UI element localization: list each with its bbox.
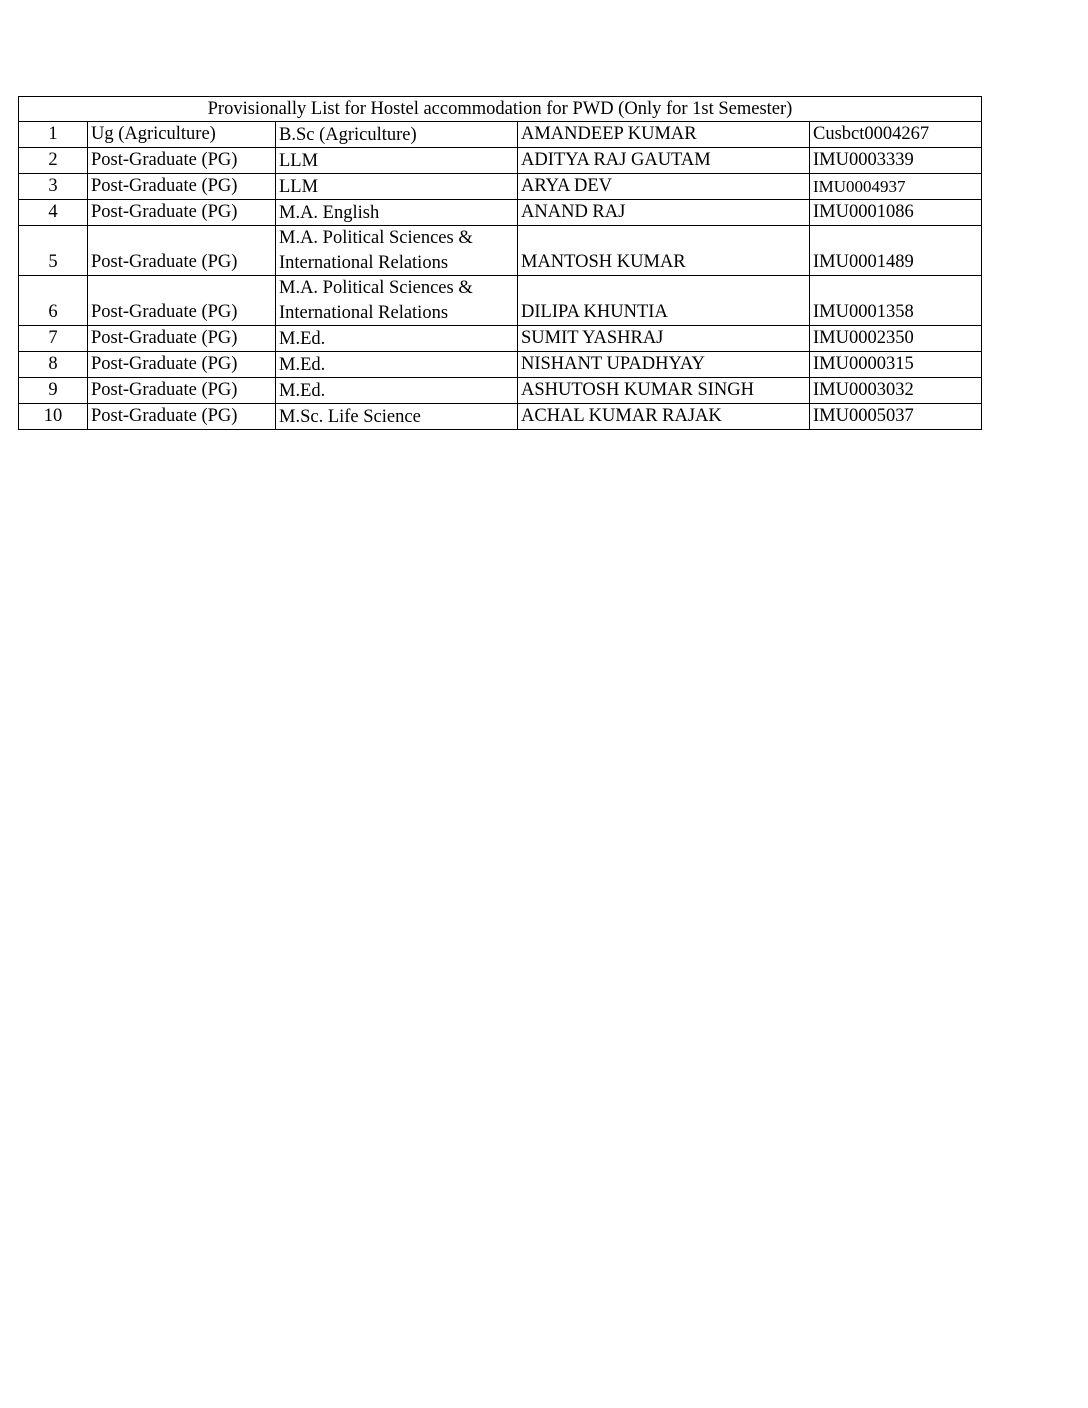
table-row [19, 276, 982, 326]
enrollment-id-cell: IMU0001489 [810, 226, 982, 276]
enrollment-id-cell: Cusbct0004267 [810, 122, 982, 148]
level-cell: Post-Graduate (PG) [88, 326, 276, 352]
student-name-cell: ADITYA RAJ GAUTAM [518, 148, 810, 174]
table-row [19, 200, 982, 226]
enrollment-id-cell: IMU0003339 [810, 148, 982, 174]
table-row [19, 174, 982, 200]
student-name-cell: ASHUTOSH KUMAR SINGH [518, 378, 810, 404]
enrollment-id-cell: IMU0003032 [810, 378, 982, 404]
program-cell: M.Ed. [276, 326, 518, 352]
program-cell: B.Sc (Agriculture) [276, 122, 518, 148]
table-row [19, 226, 982, 276]
hostel-list-table [18, 96, 982, 430]
table-body [19, 97, 982, 430]
level-cell: Post-Graduate (PG) [88, 174, 276, 200]
program-cell: M.Ed. [276, 352, 518, 378]
level-cell: Post-Graduate (PG) [88, 148, 276, 174]
serial-number-cell: 10 [19, 404, 88, 430]
enrollment-id-cell: IMU0004937 [810, 174, 982, 200]
serial-number-cell: 1 [19, 122, 88, 148]
table-title: Provisionally List for Hostel accommodation for PWD (Only for 1st Semester) [19, 97, 982, 122]
enrollment-id-cell: IMU0005037 [810, 404, 982, 430]
student-name-cell: MANTOSH KUMAR [518, 226, 810, 276]
table-row [19, 148, 982, 174]
enrollment-id-cell: IMU0001086 [810, 200, 982, 226]
level-cell: Post-Graduate (PG) [88, 200, 276, 226]
program-cell: LLM [276, 174, 518, 200]
level-cell: Post-Graduate (PG) [88, 276, 276, 326]
serial-number-cell: 8 [19, 352, 88, 378]
student-name-cell: ANAND RAJ [518, 200, 810, 226]
student-name-cell: NISHANT UPADHYAY [518, 352, 810, 378]
student-name-cell: SUMIT YASHRAJ [518, 326, 810, 352]
program-cell: M.Ed. [276, 378, 518, 404]
program-cell: M.A. Political Sciences & International Relations [276, 226, 518, 276]
serial-number-cell: 4 [19, 200, 88, 226]
serial-number-cell: 7 [19, 326, 88, 352]
title-row [19, 97, 982, 122]
level-cell: Post-Graduate (PG) [88, 378, 276, 404]
student-name-cell: ACHAL KUMAR RAJAK [518, 404, 810, 430]
program-cell: M.A. English [276, 200, 518, 226]
enrollment-id-cell: IMU0000315 [810, 352, 982, 378]
level-cell: Post-Graduate (PG) [88, 226, 276, 276]
enrollment-id-cell: IMU0002350 [810, 326, 982, 352]
table-row [19, 326, 982, 352]
level-cell: Ug (Agriculture) [88, 122, 276, 148]
serial-number-cell: 5 [19, 226, 88, 276]
level-cell: Post-Graduate (PG) [88, 352, 276, 378]
student-name-cell: AMANDEEP KUMAR [518, 122, 810, 148]
table-row [19, 378, 982, 404]
serial-number-cell: 2 [19, 148, 88, 174]
level-cell: Post-Graduate (PG) [88, 404, 276, 430]
enrollment-id-cell: IMU0001358 [810, 276, 982, 326]
serial-number-cell: 3 [19, 174, 88, 200]
serial-number-cell: 9 [19, 378, 88, 404]
program-cell: LLM [276, 148, 518, 174]
table-row [19, 352, 982, 378]
serial-number-cell: 6 [19, 276, 88, 326]
program-cell: M.Sc. Life Science [276, 404, 518, 430]
table-row [19, 122, 982, 148]
table-row [19, 404, 982, 430]
program-cell: M.A. Political Sciences & International Relations [276, 276, 518, 326]
student-name-cell: ARYA DEV [518, 174, 810, 200]
student-name-cell: DILIPA KHUNTIA [518, 276, 810, 326]
